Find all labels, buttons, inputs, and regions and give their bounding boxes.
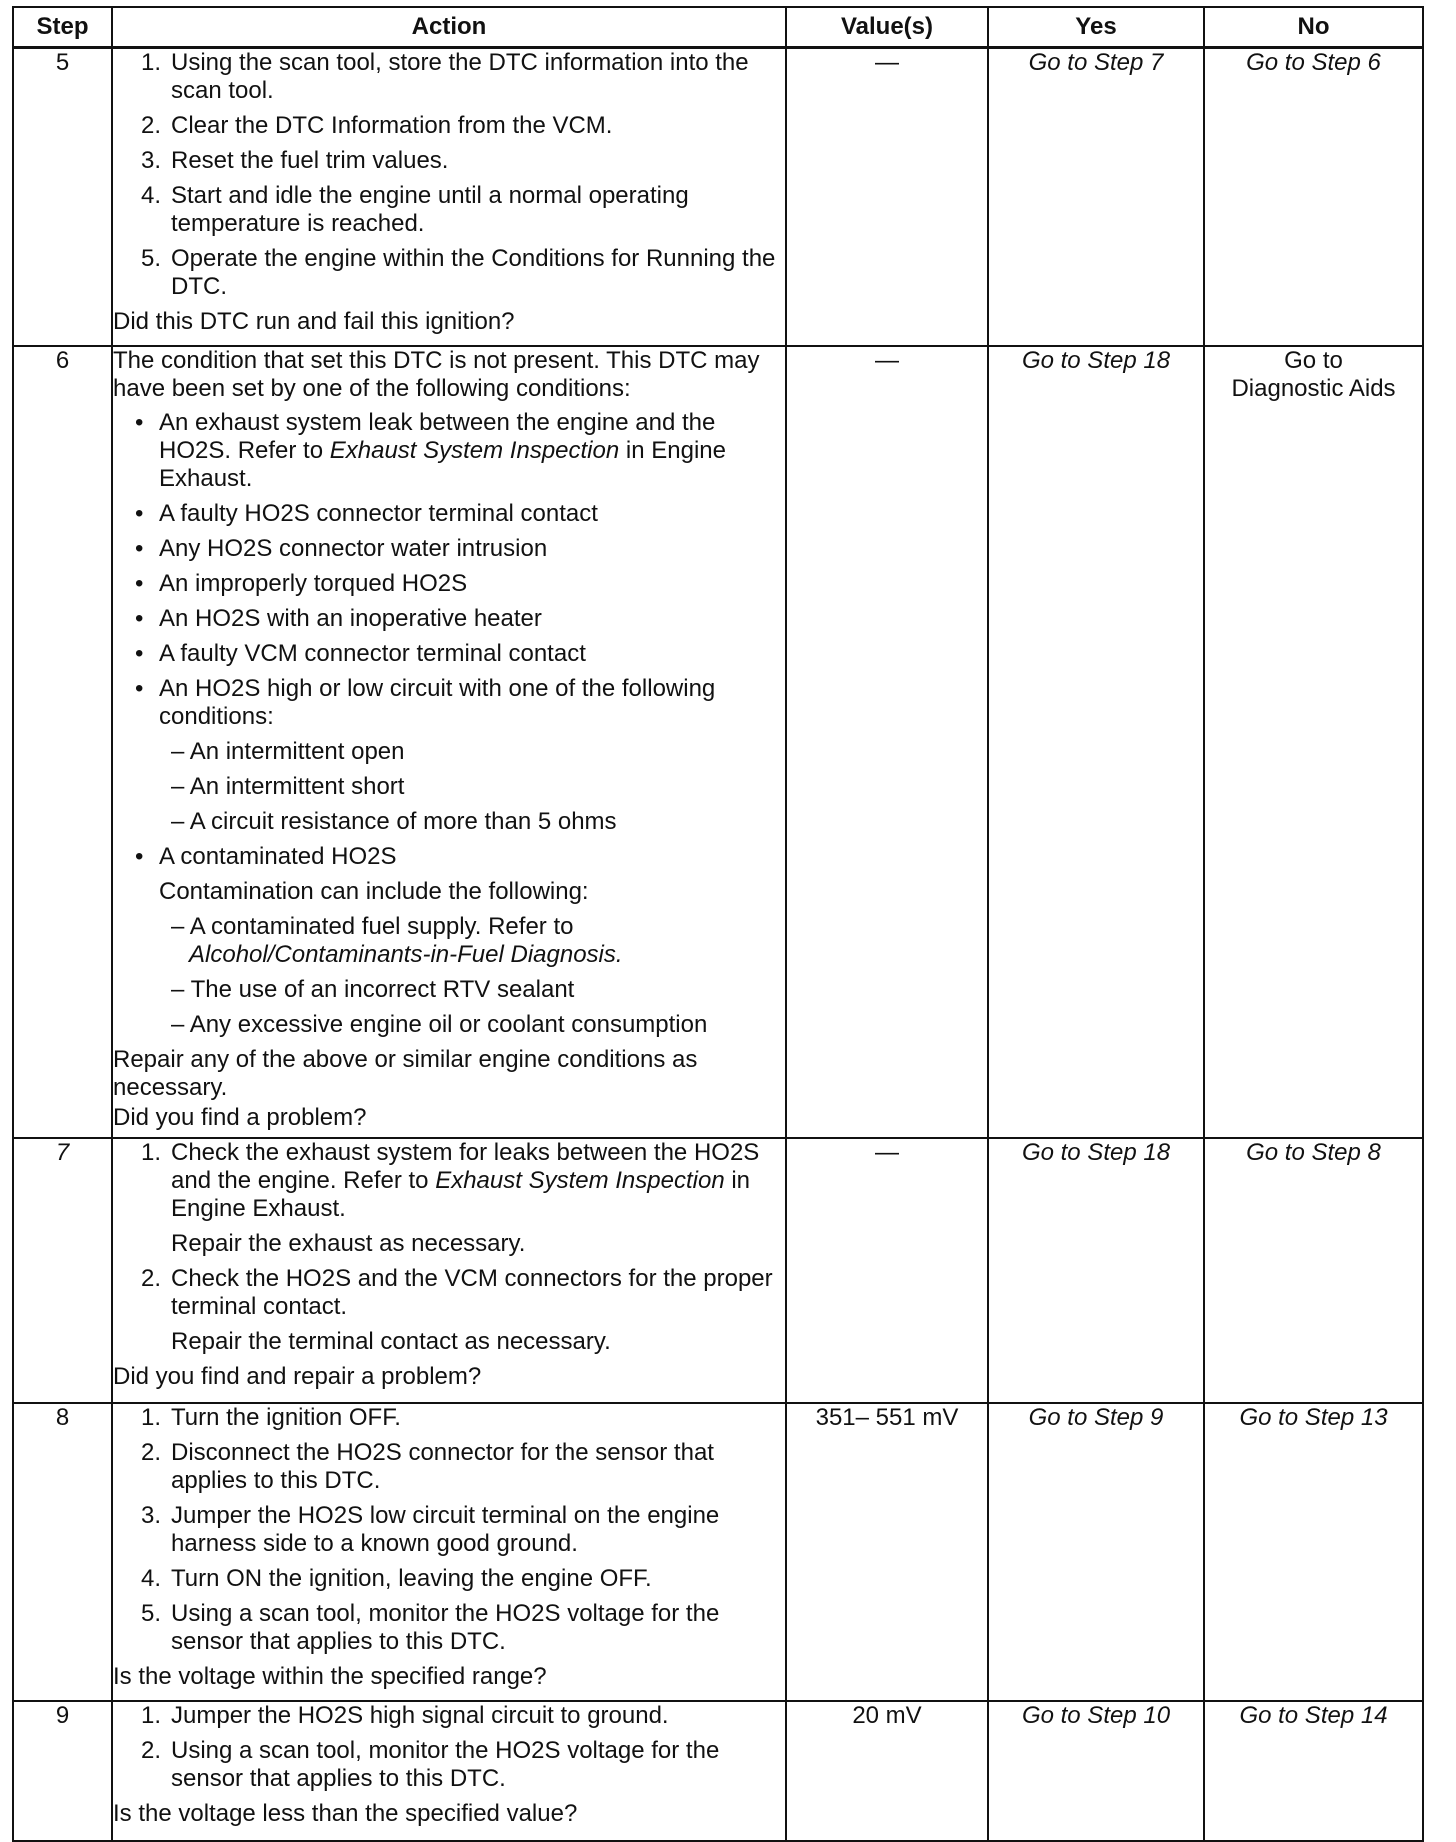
- step-question: Did you find and repair a problem?: [113, 1362, 482, 1390]
- list-item: 5. Operate the engine within the Conditions for Running the DTC.: [140, 245, 776, 300]
- list-item: • A faulty HO2S connector terminal contact: [135, 499, 598, 527]
- list-item: 3. Reset the fuel trim values.: [140, 147, 449, 174]
- reference-link[interactable]: Alcohol/Contaminants-in-Fuel Diagnosis.: [189, 940, 623, 968]
- sub-list-item: – An intermittent short: [171, 772, 405, 800]
- sub-list-item: – A contaminated fuel supply. Refer to Alcohol/Contaminants-in-Fuel Diagnosis.: [171, 912, 623, 968]
- value-cell: 351– 551 mV: [786, 1403, 988, 1701]
- list-item: • Any HO2S connector water intrusion: [135, 534, 548, 562]
- list-item: 1. Jumper the HO2S high signal circuit to ground.: [140, 1701, 669, 1729]
- sub-list-item: – An intermittent open: [171, 737, 405, 765]
- step-number: 7: [13, 1138, 112, 1403]
- list-item: 1. Using the scan tool, store the DTC information into the scan tool.: [140, 49, 749, 104]
- step-number: 6: [13, 346, 112, 1138]
- reference-link[interactable]: Exhaust System Inspection: [435, 1166, 725, 1194]
- yes-link[interactable]: Go to Step 18: [988, 346, 1204, 1138]
- no-link[interactable]: Go to Step 8: [1204, 1138, 1423, 1403]
- table-row-step-7: [13, 1138, 1423, 1403]
- list-item: 5. Using a scan tool, monitor the HO2S voltage for the sensor that applies to this DTC.: [140, 1599, 720, 1655]
- step-number: 5: [13, 48, 112, 346]
- list-item: 2. Using a scan tool, monitor the HO2S voltage for the sensor that applies to this DTC.: [140, 1736, 720, 1792]
- list-item: 3. Jumper the HO2S low circuit terminal on the engine harness side to a known good ground.: [140, 1501, 720, 1557]
- step-question: Is the voltage less than the specified value?: [113, 1799, 578, 1827]
- no-link[interactable]: Go to Step 6: [1204, 48, 1423, 346]
- step-question: Is the voltage within the specified range?: [113, 1662, 547, 1690]
- value-cell: —: [786, 346, 988, 1138]
- no-link[interactable]: Go to Step 13: [1204, 1403, 1423, 1701]
- list-item: 4. Turn ON the ignition, leaving the engine OFF.: [140, 1564, 652, 1592]
- list-item: • An exhaust system leak between the engine and the HO2S. Refer to Exhaust System Inspection in Engine Exhaust.: [135, 408, 726, 492]
- header-row: [13, 7, 1423, 48]
- table-row-step-9: [13, 1701, 1423, 1841]
- header-action: Action: [112, 7, 786, 48]
- value-cell: 20 mV: [786, 1701, 988, 1841]
- yes-link[interactable]: Go to Step 10: [988, 1701, 1204, 1841]
- header-yes: Yes: [988, 7, 1204, 48]
- action-cell: [112, 1701, 786, 1841]
- value-cell: —: [786, 48, 988, 346]
- list-item: • An HO2S high or low circuit with one of the following conditions:: [135, 674, 716, 730]
- list-item: • An improperly torqued HO2S: [135, 569, 468, 597]
- list-item: 1. Check the exhaust system for leaks between the HO2S and the engine. Refer to Exhaust System Inspection in Engine Exhaust.: [140, 1138, 760, 1222]
- value-cell: —: [786, 1138, 988, 1403]
- list-item: • A faulty VCM connector terminal contact: [135, 639, 586, 667]
- list-item: • An HO2S with an inoperative heater: [135, 604, 542, 632]
- list-item: 1. Turn the ignition OFF.: [140, 1403, 401, 1431]
- action-cell: [112, 48, 786, 346]
- table-row-step-5: [13, 48, 1423, 346]
- list-item: 4. Start and idle the engine until a normal operating temperature is reached.: [140, 182, 689, 237]
- repair-note: Repair any of the above or similar engine conditions as necessary.: [113, 1045, 698, 1101]
- yes-link[interactable]: Go to Step 9: [988, 1403, 1204, 1701]
- list-note: Contamination can include the following:: [159, 877, 589, 905]
- sub-list-item: – The use of an incorrect RTV sealant: [171, 975, 575, 1003]
- table-row-step-6: [13, 346, 1423, 1138]
- reference-link[interactable]: Exhaust System Inspection: [329, 436, 620, 464]
- step-question: Did you find a problem?: [113, 1103, 367, 1131]
- list-item: 2. Disconnect the HO2S connector for the sensor that applies to this DTC.: [140, 1438, 714, 1494]
- list-item: 2. Clear the DTC Information from the VCM.: [140, 112, 613, 139]
- yes-link[interactable]: Go to Step 7: [988, 48, 1204, 346]
- action-list: [113, 49, 785, 301]
- list-note: Repair the terminal contact as necessary.: [171, 1327, 611, 1355]
- list-item: 2. Check the HO2S and the VCM connectors for the proper terminal contact.: [140, 1264, 773, 1320]
- diagnostic-table: [12, 6, 1424, 1842]
- table-row-step-8: [13, 1403, 1423, 1701]
- step-question: Did this DTC run and fail this ignition?: [113, 308, 515, 335]
- yes-link[interactable]: Go to Step 18: [988, 1138, 1204, 1403]
- header-values: Value(s): [786, 7, 988, 48]
- step-intro: The condition that set this DTC is not present. This DTC may have been set by one of the following conditions:: [113, 346, 760, 402]
- sub-list-item: – Any excessive engine oil or coolant consumption: [171, 1010, 708, 1038]
- action-cell: [112, 1403, 786, 1701]
- step-number: 9: [13, 1701, 112, 1841]
- no-link[interactable]: Go to Diagnostic Aids: [1204, 346, 1423, 1138]
- header-step: Step: [13, 7, 112, 48]
- list-item: • A contaminated HO2S: [135, 842, 397, 870]
- no-link[interactable]: Go to Step 14: [1204, 1701, 1423, 1841]
- sub-list-item: – A circuit resistance of more than 5 ohms: [171, 807, 617, 835]
- header-no: No: [1204, 7, 1423, 48]
- action-cell: [112, 1138, 786, 1403]
- step-number: 8: [13, 1403, 112, 1701]
- action-cell: [112, 346, 786, 1138]
- list-note: Repair the exhaust as necessary.: [171, 1229, 526, 1257]
